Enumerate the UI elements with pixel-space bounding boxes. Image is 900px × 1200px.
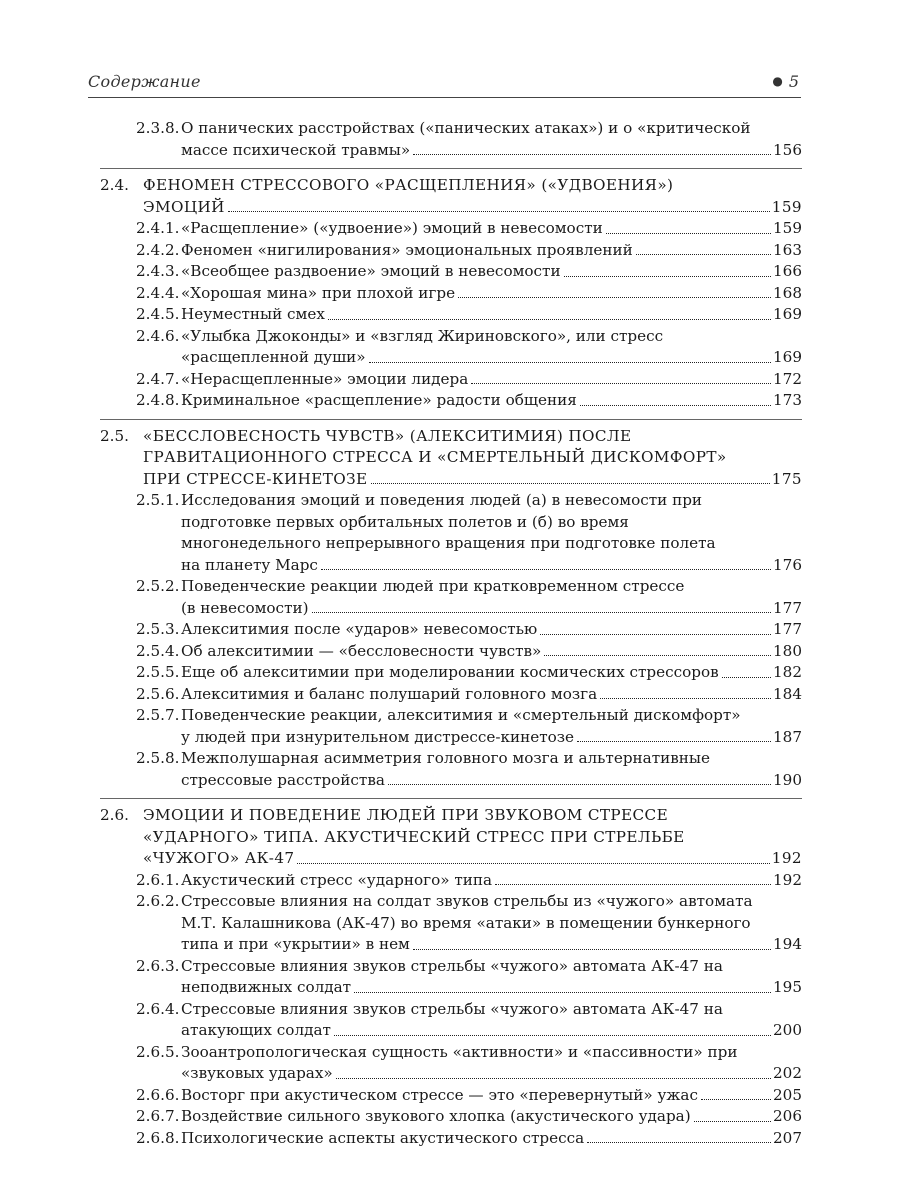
toc-entry-number: 2.4.3. <box>136 262 180 280</box>
toc-entry-line: ПРИ СТРЕССЕ-КИНЕТОЗЕ <box>143 469 368 488</box>
toc-subsection-entry[interactable] <box>100 369 802 391</box>
toc-entry-number: 2.5.5. <box>136 663 180 681</box>
dot-leader <box>471 369 771 385</box>
toc-entry-title <box>181 576 802 619</box>
toc-entry-title <box>143 175 802 218</box>
toc-chapter-entry[interactable] <box>100 426 802 491</box>
toc-page-number: 184 <box>773 684 802 703</box>
toc-entry-number: 2.4.8. <box>136 391 180 409</box>
toc-entry-line: Неуместный смех <box>181 305 325 323</box>
toc-entry-title <box>181 956 802 999</box>
toc-entry-title <box>181 684 802 706</box>
bullet-icon: ● <box>772 74 783 88</box>
dot-leader <box>328 304 771 320</box>
toc-entry-title <box>143 426 802 491</box>
toc-subsection-entry[interactable] <box>100 326 802 369</box>
toc-entry-line: Акустический стресс «ударного» типа <box>181 870 493 889</box>
toc-entry-line: Исследования эмоций и поведения людей (а) в невесомости при <box>181 491 703 509</box>
toc-subsection-entry[interactable] <box>100 218 802 240</box>
toc-entry-title <box>181 304 802 326</box>
toc-page-number: 205 <box>773 1085 802 1104</box>
toc-entry-number: 2.5.8. <box>136 749 180 767</box>
toc-entry-line: Об алекситимии — «бессловесности чувств» <box>181 641 542 660</box>
toc-subsection-entry[interactable] <box>100 1128 802 1150</box>
toc-page-number: 159 <box>773 219 802 237</box>
toc-entry-number: 2.5. <box>100 426 129 445</box>
toc-page-number: 202 <box>773 1064 802 1082</box>
toc-entry-number: 2.6.3. <box>136 956 180 975</box>
dot-leader <box>388 770 771 786</box>
toc-entry-line: Алекситимия после «ударов» невесомостью <box>181 620 538 638</box>
toc-section <box>100 118 802 161</box>
toc-subsection-entry[interactable] <box>100 705 802 748</box>
toc-subsection-entry[interactable] <box>100 748 802 791</box>
toc-entry-line: «Хорошая мина» при плохой игре <box>181 283 456 302</box>
toc-entry-number: 2.4.7. <box>136 369 180 388</box>
toc-subsection-entry[interactable] <box>100 870 802 892</box>
toc-entry-title <box>181 326 802 369</box>
toc-subsection-entry[interactable] <box>100 1042 802 1085</box>
dot-leader <box>701 1085 771 1101</box>
toc-entry-line: Зооантропологическая сущность «активности» и «пассивности» при <box>181 1042 738 1061</box>
toc-section <box>100 798 802 1149</box>
toc-entry-line: Стрессовые влияния на солдат звуков стрельбы из «чужого» автомата <box>181 892 753 910</box>
toc-page-number: 177 <box>773 598 802 617</box>
dot-leader <box>458 283 771 299</box>
toc-entry-title <box>181 490 802 576</box>
toc-entry-number: 2.5.1. <box>136 491 180 509</box>
toc-entry-title <box>181 619 802 641</box>
toc-entry-number: 2.4.4. <box>136 283 180 302</box>
toc-entry-line: у людей при изнурительном дистрессе-кинетозе <box>181 727 575 746</box>
toc-entry-number: 2.6.8. <box>136 1128 180 1147</box>
toc-entry-number: 2.4.1. <box>136 219 180 237</box>
toc-entry-line: неподвижных солдат <box>181 978 352 996</box>
toc-entry-line: на планету Марс <box>181 555 318 574</box>
toc-subsection-entry[interactable] <box>100 891 802 956</box>
toc-entry-line: атакующих солдат <box>181 1021 331 1039</box>
toc-page-number: 175 <box>771 469 802 488</box>
dot-leader <box>371 469 770 485</box>
toc-entry-line: «УДАРНОГО» ТИПА. АКУСТИЧЕСКИЙ СТРЕСС ПРИ СТРЕЛЬБЕ <box>143 827 685 846</box>
table-of-contents <box>100 118 802 1149</box>
toc-page-number: 200 <box>773 1021 802 1039</box>
toc-entry-line: Психологические аспекты акустического стресса <box>181 1128 585 1147</box>
toc-entry-line: Феномен «нигилирования» эмоциональных проявлений <box>181 240 633 259</box>
toc-entry-line: ГРАВИТАЦИОННОГО СТРЕССА И «СМЕРТЕЛЬНЫЙ ДИСКОМФОРТ» <box>143 448 727 466</box>
running-header-title: Содержание <box>88 72 201 91</box>
toc-entry-title <box>143 805 802 870</box>
toc-entry-line: многонедельного непрерывного вращения при подготовке полета <box>181 534 716 552</box>
toc-entry-number: 2.4.2. <box>136 240 180 259</box>
toc-entry-number: 2.4.6. <box>136 326 180 345</box>
toc-page-number: 192 <box>771 849 802 867</box>
toc-subsection-entry[interactable] <box>100 490 802 576</box>
toc-entry-title <box>181 118 802 161</box>
toc-entry-line: Поведенческие реакции людей при кратковременном стрессе <box>181 577 685 595</box>
toc-subsection-entry[interactable] <box>100 576 802 619</box>
toc-page-number: 169 <box>773 305 802 323</box>
toc-section <box>100 419 802 792</box>
dot-leader <box>495 870 771 886</box>
toc-chapter-entry[interactable] <box>100 175 802 218</box>
toc-entry-line: О панических расстройствах («панических атаках») и о «критической <box>181 119 751 137</box>
dot-leader <box>312 598 771 614</box>
toc-page-number: 173 <box>773 391 802 409</box>
dot-leader <box>564 261 771 277</box>
toc-entry-line: «Улыбка Джоконды» и «взгляд Жириновского», или стресс <box>181 326 664 345</box>
toc-entry-title <box>181 1128 802 1150</box>
toc-entry-line: (в невесомости) <box>181 598 309 617</box>
toc-subsection-entry[interactable] <box>100 684 802 706</box>
dot-leader <box>544 641 771 657</box>
toc-chapter-entry[interactable] <box>100 805 802 870</box>
toc-page-number: 169 <box>773 348 802 366</box>
toc-entry-title <box>181 261 802 283</box>
toc-section <box>100 168 802 412</box>
toc-entry-number: 2.4.5. <box>136 305 180 323</box>
toc-subsection-entry[interactable] <box>100 304 802 326</box>
running-header-page <box>772 72 799 91</box>
header-rule <box>88 97 801 98</box>
toc-entry-line: типа и при «укрытии» в нем <box>181 935 410 953</box>
dot-leader <box>336 1063 771 1079</box>
dot-leader <box>722 662 771 678</box>
toc-entry-number: 2.6. <box>100 806 129 824</box>
toc-page-number: 206 <box>773 1107 802 1125</box>
toc-entry-line: «звуковых ударах» <box>181 1064 333 1082</box>
dot-leader <box>228 197 770 213</box>
toc-page-number: 207 <box>773 1128 802 1147</box>
toc-entry-number: 2.3.8. <box>136 119 180 137</box>
toc-subsection-entry[interactable] <box>100 390 802 412</box>
toc-entry-line: ЭМОЦИЙ <box>143 197 225 216</box>
toc-entry-title <box>181 705 802 748</box>
page-number: 5 <box>788 72 799 91</box>
dot-leader <box>354 977 771 993</box>
toc-entry-title <box>181 870 802 892</box>
toc-entry-line: Еще об алекситимии при моделировании космических стрессоров <box>181 663 719 681</box>
toc-subsection-entry[interactable] <box>100 283 802 305</box>
toc-page-number: 180 <box>773 641 802 660</box>
toc-entry-title <box>181 1106 802 1128</box>
toc-page-number: 159 <box>771 197 802 216</box>
toc-entry-number: 2.4. <box>100 176 129 194</box>
toc-page-number: 166 <box>773 262 802 280</box>
toc-entry-title <box>181 641 802 663</box>
toc-entry-title <box>181 1042 802 1085</box>
dot-leader <box>413 934 771 950</box>
toc-entry-line: «Расщепление» («удвоение») эмоций в невесомости <box>181 219 603 237</box>
toc-subsection-entry[interactable] <box>100 619 802 641</box>
toc-subsection-entry[interactable] <box>100 956 802 999</box>
toc-entry-line: Алекситимия и баланс полушарий головного мозга <box>181 684 598 703</box>
dot-leader <box>334 1020 771 1036</box>
toc-page-number: 194 <box>773 935 802 953</box>
toc-page-number: 190 <box>773 770 802 789</box>
toc-entry-line: ФЕНОМЕН СТРЕССОВОГО «РАСЩЕПЛЕНИЯ» («УДВОЕНИЯ») <box>143 176 674 194</box>
toc-entry-number: 2.6.6. <box>136 1085 180 1104</box>
toc-entry-line: М.Т. Калашникова (АК-47) во время «атаки» в помещении бункерного <box>181 913 751 932</box>
toc-entry-line: Стрессовые влияния звуков стрельбы «чужого» автомата АК-47 на <box>181 999 723 1018</box>
toc-subsection-entry[interactable] <box>100 1085 802 1107</box>
toc-subsection-entry[interactable] <box>100 999 802 1042</box>
toc-entry-line: Стрессовые влияния звуков стрельбы «чужого» автомата АК-47 на <box>181 956 723 975</box>
toc-entry-line: Воздействие сильного звукового хлопка (акустического удара) <box>181 1107 691 1125</box>
toc-entry-title <box>181 662 802 684</box>
toc-entry-title <box>181 390 802 412</box>
toc-entry-line: Криминальное «расщепление» радости общения <box>181 391 577 409</box>
dot-leader <box>600 684 771 700</box>
toc-subsection-entry[interactable] <box>100 240 802 262</box>
toc-page-number: 176 <box>773 555 802 574</box>
dot-leader <box>369 347 771 363</box>
toc-entry-number: 2.5.2. <box>136 577 180 595</box>
running-header <box>88 70 801 96</box>
dot-leader <box>577 727 771 743</box>
toc-subsection-entry[interactable] <box>100 1106 802 1128</box>
toc-entry-number: 2.6.4. <box>136 999 180 1018</box>
toc-entry-number: 2.5.6. <box>136 684 180 703</box>
toc-entry-line: подготовке первых орбитальных полетов и (б) во время <box>181 512 629 531</box>
toc-entry-title <box>181 748 802 791</box>
toc-entry-title <box>181 369 802 391</box>
toc-page-number: 163 <box>773 240 802 259</box>
toc-entry-number: 2.6.7. <box>136 1107 180 1125</box>
toc-page-number: 168 <box>773 283 802 302</box>
toc-page-number: 172 <box>773 369 802 388</box>
toc-page-number: 192 <box>773 870 802 889</box>
dot-leader <box>297 848 769 864</box>
dot-leader <box>606 218 771 234</box>
toc-entry-number: 2.6.2. <box>136 892 180 910</box>
toc-entry-title <box>181 218 802 240</box>
toc-entry-line: стрессовые расстройства <box>181 770 385 789</box>
toc-entry-line: «ЧУЖОГО» АК-47 <box>143 849 295 867</box>
toc-entry-title <box>181 891 802 956</box>
dot-leader <box>636 240 771 256</box>
toc-page-number: 177 <box>773 620 802 638</box>
toc-entry-line: «расщепленной души» <box>181 348 366 366</box>
dot-leader <box>580 390 771 406</box>
dot-leader <box>540 619 771 635</box>
toc-entry-line: «БЕССЛОВЕСНОСТЬ ЧУВСТВ» (АЛЕКСИТИМИЯ) ПОСЛЕ <box>143 426 632 445</box>
toc-page-number: 187 <box>773 727 802 746</box>
dot-leader <box>321 555 771 571</box>
dot-leader <box>694 1106 771 1122</box>
toc-subsection-entry[interactable] <box>100 118 802 161</box>
toc-entry-number: 2.6.5. <box>136 1042 180 1061</box>
toc-entry-line: «Нерасщепленные» эмоции лидера <box>181 369 469 388</box>
toc-subsection-entry[interactable] <box>100 641 802 663</box>
toc-entry-line: массе психической травмы» <box>181 140 411 159</box>
toc-entry-line: ЭМОЦИИ И ПОВЕДЕНИЕ ЛЮДЕЙ ПРИ ЗВУКОВОМ СТРЕССЕ <box>143 806 669 824</box>
toc-page-number: 156 <box>773 140 802 159</box>
toc-entry-line: «Всеобщее раздвоение» эмоций в невесомости <box>181 262 561 280</box>
toc-page-number: 182 <box>773 663 802 681</box>
toc-entry-number: 2.6.1. <box>136 870 180 889</box>
toc-entry-number: 2.5.3. <box>136 620 180 638</box>
toc-entry-title <box>181 240 802 262</box>
toc-entry-title <box>181 283 802 305</box>
dot-leader <box>413 140 771 156</box>
toc-subsection-entry[interactable] <box>100 261 802 283</box>
toc-entry-line: Поведенческие реакции, алекситимия и «смертельный дискомфорт» <box>181 706 741 724</box>
toc-entry-title <box>181 1085 802 1107</box>
toc-entry-number: 2.5.7. <box>136 706 180 724</box>
toc-entry-title <box>181 999 802 1042</box>
toc-entry-number: 2.5.4. <box>136 641 180 660</box>
toc-entry-line: Межполушарная асимметрия головного мозга и альтернативные <box>181 749 710 767</box>
dot-leader <box>587 1128 771 1144</box>
toc-page-number: 195 <box>773 978 802 996</box>
toc-entry-line: Восторг при акустическом стрессе — это «перевернутый» ужас <box>181 1085 698 1104</box>
toc-subsection-entry[interactable] <box>100 662 802 684</box>
